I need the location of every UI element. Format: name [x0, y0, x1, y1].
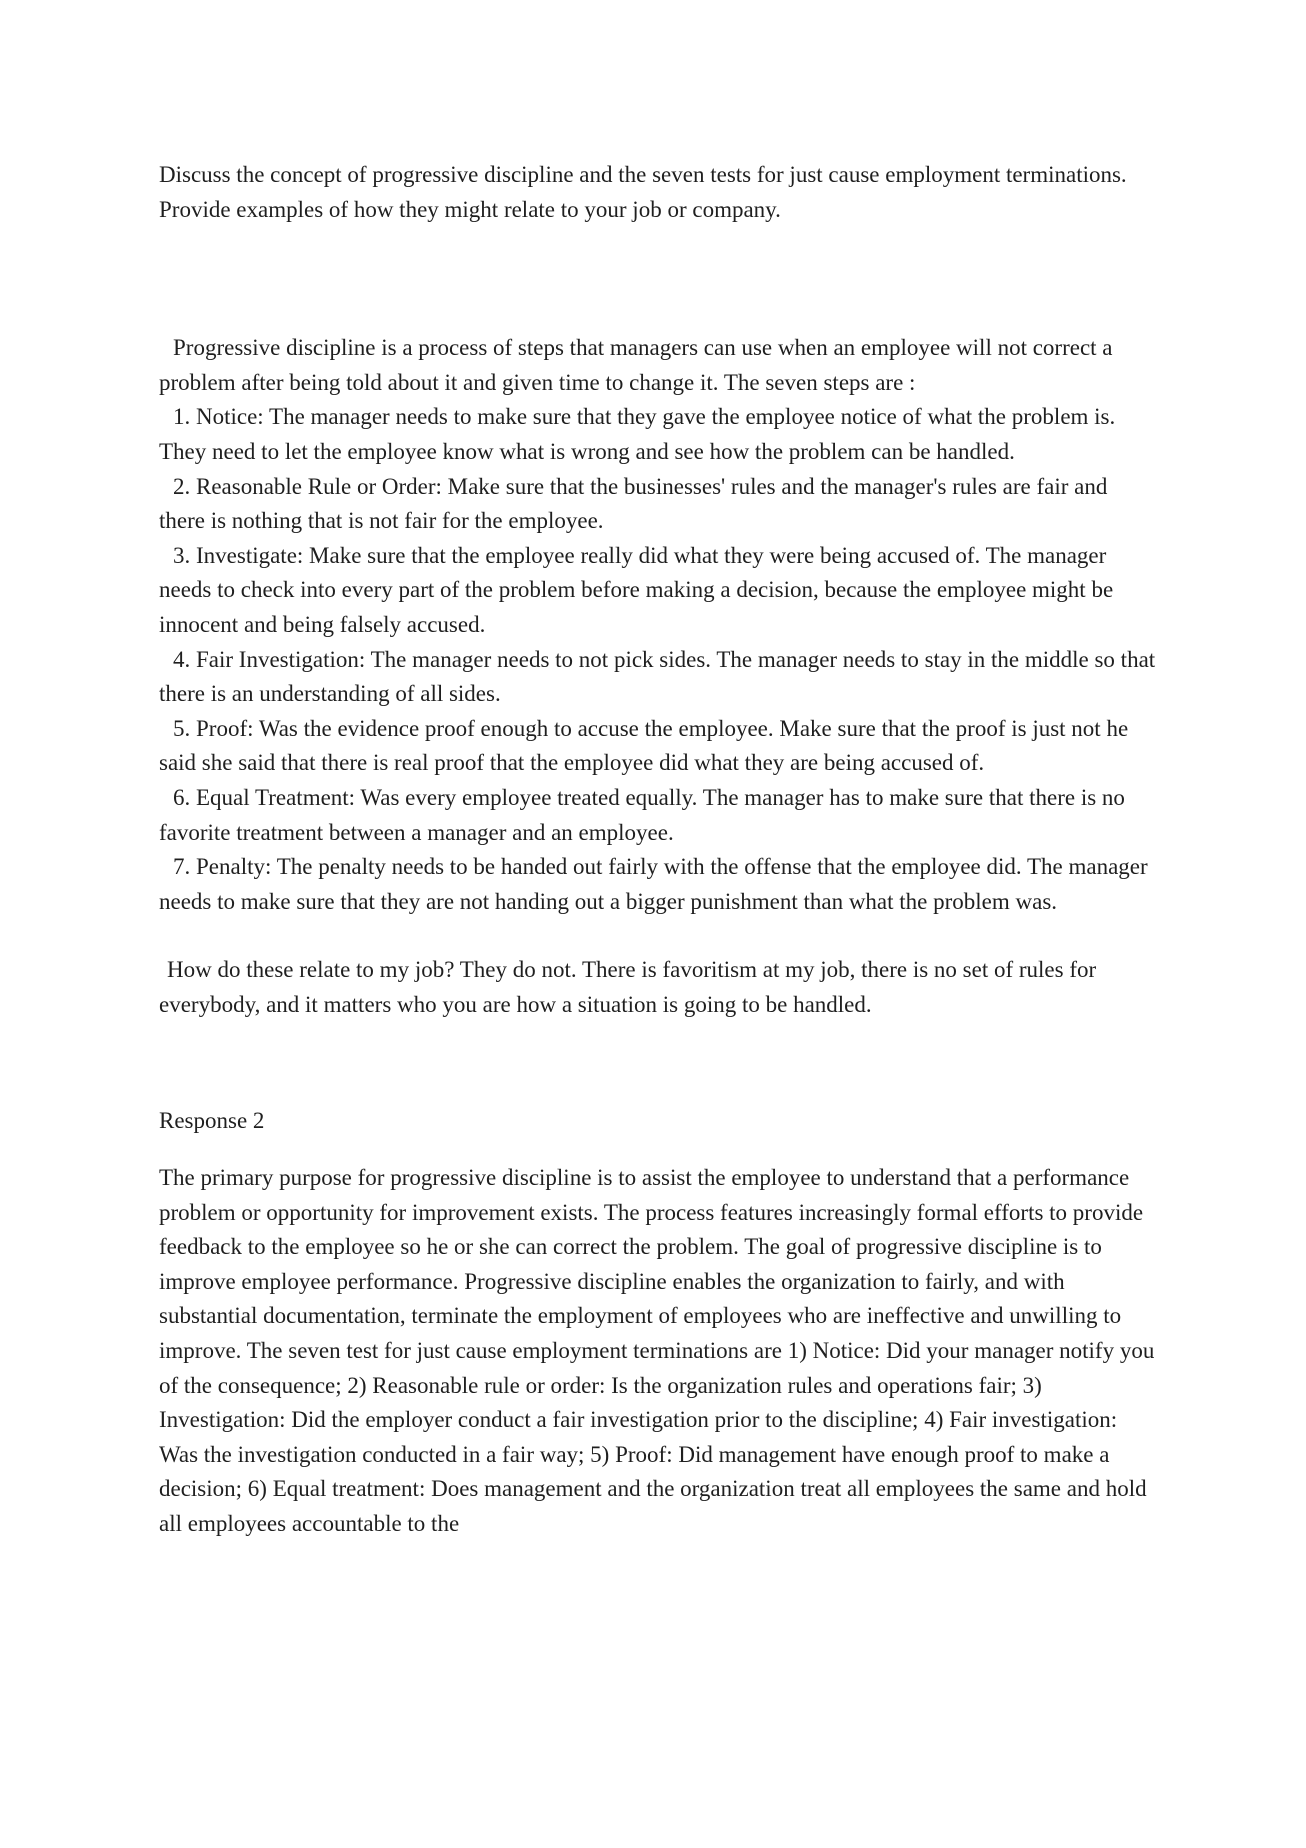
answer-intro: Progressive discipline is a process of steps that managers can use when an employee will not correct a problem after being told about it and given time to change it. The seven steps are : [159, 335, 1113, 395]
step-reasonable-rule: 2. Reasonable Rule or Order: Make sure that the businesses' rules and the manager's rules are fair and there is nothing that is not fair for the employee. [159, 473, 1108, 534]
response-body: The primary purpose for progressive discipline is to assist the employee to understand that a performance problem or opportunity for improvement exists. The process features increasingly formal efforts to provide feedback to the employee so he or she can correct the problem. The goal of progressive discipline is to improve employee performance. Progressive discipline enables the organization to fairly, and with substantial documentation, terminate the employment of employees who are ineffective and unwilling to improve. The seven test for just cause employment terminations are 1) Notice: Did your manager notify you of the consequence; 2) Reasonable rule or order: Is the organization rules and operations fair; 3) Investigation: Did the employer conduct a fair investigation prior to the discipline; 4) Fair investigation: Was the investigation conducted in a fair way; 5) Proof: Did management have enough proof to make a decision; 6) Equal treatment: Does management and the organization treat all employees the same and hold all employees accountable to the [159, 1165, 1155, 1536]
job-relation-paragraph: How do these relate to my job? They do not. There is favoritism at my job, there is no set of rules for everybody, and it matters who you are how a situation is going to be handled. [159, 957, 1097, 1017]
response-heading: Response 2 [159, 1108, 265, 1134]
step-fair-investigation: 4. Fair Investigation: The manager needs to not pick sides. The manager needs to stay in the middle so that there is an understanding of all sides. [159, 646, 1156, 707]
step-notice: 1. Notice: The manager needs to make sure that they gave the employee notice of what the problem is. They need to let the employee know what is wrong and see how the problem can be handled. [159, 404, 1116, 464]
step-investigate: 3. Investigate: Make sure that the employee really did what they were being accused of. The manager needs to check into every part of the problem before making a decision, because the employee might be innocent and being falsely accused. [159, 542, 1114, 637]
step-equal-treatment: 6. Equal Treatment: Was every employee treated equally. The manager has to make sure that there is no favorite treatment between a manager and an employee. [159, 784, 1125, 845]
step-penalty: 7. Penalty: The penalty needs to be handed out fairly with the offense that the employee did. The manager needs to make sure that they are not handing out a bigger punishment than what the problem was. [159, 854, 1148, 914]
step-proof: 5. Proof: Was the evidence proof enough to accuse the employee. Make sure that the proof is just not he said she said that there is real proof that the employee did what they are being accused of. [159, 715, 1129, 776]
document-body [159, 158, 1159, 1542]
discussion-prompt: Discuss the concept of progressive discipline and the seven tests for just cause employment terminations. Provide examples of how they might relate to your job or company. [159, 162, 1127, 222]
